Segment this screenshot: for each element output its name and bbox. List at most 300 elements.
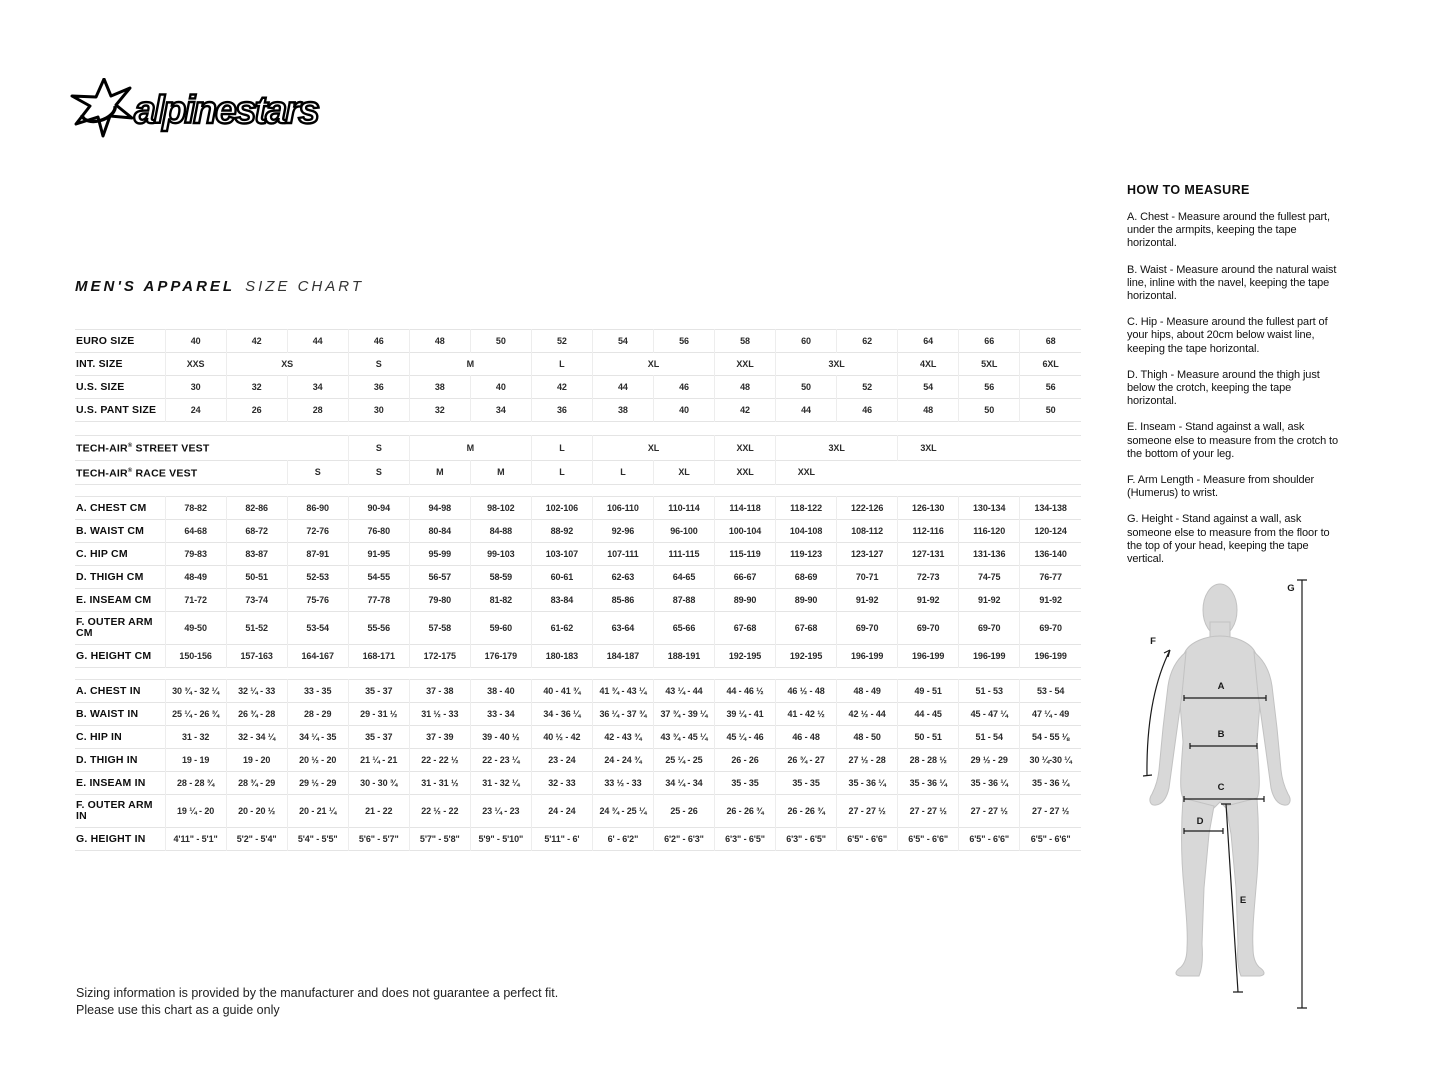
size-cell: 28 (287, 399, 348, 422)
size-cell: 6'3" - 6'5" (776, 828, 837, 851)
size-cell: 64-68 (165, 520, 226, 543)
size-cell: 33 - 34 (470, 703, 531, 726)
size-cell: 51-52 (226, 612, 287, 645)
label-waist-b: B (1217, 729, 1225, 740)
row-label: B. WAIST CM (76, 524, 145, 537)
size-cell: 104-108 (776, 520, 837, 543)
size-cell: 35 - 37 (348, 726, 409, 749)
size-cell: 24 - 24 (531, 795, 592, 828)
size-cell: 57-58 (409, 612, 470, 645)
size-cell: 21 ¼ - 21 (348, 749, 409, 772)
size-cell: 92-96 (592, 520, 653, 543)
size-cell: 69-70 (959, 612, 1020, 645)
footer-line-1: Sizing information is provided by the manufacturer and does not guarantee a perfect fit. (76, 986, 559, 1000)
size-cell: 184-187 (592, 645, 653, 668)
size-cell: 4'11" - 5'1" (165, 828, 226, 851)
size-cell: 6XL (1020, 353, 1081, 376)
size-cell: 134-138 (1020, 497, 1081, 520)
measure-instruction-hip: C. Hip - Measure around the fullest part of your hips, about 20cm below waist line, keeping the tape horizontal. (1127, 316, 1328, 355)
size-cell: 192-195 (776, 645, 837, 668)
tech-air-vest-table (75, 435, 1081, 485)
measure-instruction-waist: B. Waist - Measure around the natural waist line, inline with the navel, keeping the tape horizontal. (1127, 263, 1337, 303)
table-row (75, 399, 1081, 422)
size-cell: M (409, 353, 531, 376)
measure-instruction-inseam: E. Inseam - Stand against a wall, ask someone else to measure from the crotch to the bottom of your leg. (1127, 421, 1339, 460)
size-cell: 31 ½ - 33 (409, 703, 470, 726)
size-cell: 99-103 (470, 543, 531, 566)
size-cell: 40 (470, 376, 531, 399)
size-cell: 67-68 (715, 612, 776, 645)
size-cell: 46 - 48 (776, 726, 837, 749)
size-cell: 70-71 (837, 566, 898, 589)
table-row (75, 589, 1081, 612)
size-cell: 91-92 (837, 589, 898, 612)
size-cell: 48-49 (165, 566, 226, 589)
size-cell: 31 - 32 ¼ (470, 772, 531, 795)
size-cell: 34 ¼ - 35 (287, 726, 348, 749)
size-cell: 72-73 (898, 566, 959, 589)
measure-instruction-height: G. Height - Stand against a wall, ask someone else to measure from the floor to the top of your head, keeping the tape vertical. (1127, 513, 1330, 566)
size-cell: 27 - 27 ½ (959, 795, 1020, 828)
size-cell: 37 ¾ - 39 ¼ (653, 703, 714, 726)
size-cell: XL (592, 436, 714, 461)
row-label: E. INSEAM IN (76, 776, 146, 789)
size-cell: 89-90 (715, 589, 776, 612)
size-cell: 46 (348, 330, 409, 353)
size-cell: 30 (348, 399, 409, 422)
size-cell: 107-111 (592, 543, 653, 566)
size-cell: 28 - 28 ¾ (165, 772, 226, 795)
row-label: A. CHEST IN (76, 684, 141, 697)
size-cell: 45 ¼ - 46 (715, 726, 776, 749)
size-cell: 58-59 (470, 566, 531, 589)
size-cell: 51 - 53 (959, 680, 1020, 703)
size-cell: XL (592, 353, 714, 376)
size-cell: XXS (165, 353, 226, 376)
size-cell: 65-66 (653, 612, 714, 645)
label-height-g: G (1287, 583, 1295, 594)
size-cell (837, 460, 1081, 485)
size-cell: 114-118 (715, 497, 776, 520)
size-cell: 75-76 (287, 589, 348, 612)
size-cell: 91-95 (348, 543, 409, 566)
size-cell (959, 436, 1081, 461)
size-cell: 5'2" - 5'4" (226, 828, 287, 851)
measure-instruction-chest: A. Chest - Measure around the fullest part, under the armpits, keeping the tape horizontal. (1127, 211, 1330, 250)
row-label: B. WAIST IN (76, 707, 139, 720)
size-cell: 196-199 (959, 645, 1020, 668)
size-cell: 5'4" - 5'5" (287, 828, 348, 851)
size-cell: L (531, 353, 592, 376)
size-cell: 4XL (898, 353, 959, 376)
size-cell: 36 (531, 399, 592, 422)
size-cell: 25 ¼ - 26 ¾ (165, 703, 226, 726)
size-cell: 22 - 23 ¼ (470, 749, 531, 772)
size-cell: 38 (409, 376, 470, 399)
size-cell: 50 (776, 376, 837, 399)
size-cell: 111-115 (653, 543, 714, 566)
size-cell: 20 ½ - 20 (287, 749, 348, 772)
size-cell: 188-191 (653, 645, 714, 668)
size-cell: 25 - 26 (653, 795, 714, 828)
size-cell: 37 - 38 (409, 680, 470, 703)
size-cell: 77-78 (348, 589, 409, 612)
size-cell: 32 - 34 ¼ (226, 726, 287, 749)
size-cell: 84-88 (470, 520, 531, 543)
size-cell: 23 - 24 (531, 749, 592, 772)
size-cell: 61-62 (531, 612, 592, 645)
size-cell: 29 ½ - 29 (959, 749, 1020, 772)
alpinestars-logo (70, 78, 326, 142)
size-cell: 48 - 50 (837, 726, 898, 749)
size-cell: 27 - 27 ½ (837, 795, 898, 828)
size-cell: 37 - 39 (409, 726, 470, 749)
size-cell: 25 ¼ - 25 (653, 749, 714, 772)
size-cell: 50 (1020, 399, 1081, 422)
how-to-measure-section (1127, 183, 1339, 579)
size-cell: XXL (776, 460, 837, 485)
size-cell: 29 - 31 ½ (348, 703, 409, 726)
size-cell: 68 (1020, 330, 1081, 353)
label-chest-a: A (1217, 681, 1225, 692)
size-cell: 48 (898, 399, 959, 422)
size-cell: 74-75 (959, 566, 1020, 589)
size-cell: 42 - 43 ¾ (592, 726, 653, 749)
table-row (75, 497, 1081, 520)
size-cell: 28 - 29 (287, 703, 348, 726)
size-cell: 130-134 (959, 497, 1020, 520)
row-label: EURO SIZE (76, 334, 135, 347)
size-cell: 91-92 (898, 589, 959, 612)
size-cell: 56 (653, 330, 714, 353)
size-cell: 38 - 40 (470, 680, 531, 703)
row-label: G. HEIGHT IN (76, 832, 146, 845)
page-title-main: MEN'S APPAREL (75, 278, 236, 295)
size-cell: 34 - 36 ¼ (531, 703, 592, 726)
size-cell: 68-72 (226, 520, 287, 543)
size-cell: 123-127 (837, 543, 898, 566)
size-cell: 41 ¾ - 43 ¼ (592, 680, 653, 703)
size-cell: 49 - 51 (898, 680, 959, 703)
size-cell: 40 (653, 399, 714, 422)
size-cell: 19 ¼ - 20 (165, 795, 226, 828)
logo-wordmark: alpinestars (134, 89, 318, 132)
size-cell: 24 - 24 ¾ (592, 749, 653, 772)
size-cell: 30 - 30 ¾ (348, 772, 409, 795)
size-cell: 44 (776, 399, 837, 422)
size-cell: 82-86 (226, 497, 287, 520)
size-cell: S (287, 460, 348, 485)
size-conversion-table (75, 329, 1081, 422)
size-cell: 6'3" - 6'5" (715, 828, 776, 851)
size-cell: 69-70 (837, 612, 898, 645)
size-cell: 3XL (776, 353, 898, 376)
size-cell: 24 ¾ - 25 ¼ (592, 795, 653, 828)
footer-disclaimer (76, 985, 558, 1019)
size-cell: 40 (165, 330, 226, 353)
size-cell: 89-90 (776, 589, 837, 612)
size-cell: L (592, 460, 653, 485)
size-cell: 96-100 (653, 520, 714, 543)
table-row (75, 749, 1081, 772)
size-cell: 32 - 33 (531, 772, 592, 795)
astar-logo-icon (72, 79, 132, 136)
size-cell: 47 ¼ - 49 (1020, 703, 1081, 726)
size-cell: 60 (776, 330, 837, 353)
size-cell: 5'6" - 5'7" (348, 828, 409, 851)
size-cell: 22 ½ - 22 (409, 795, 470, 828)
size-cell: 91-92 (1020, 589, 1081, 612)
size-cell: 5'11" - 6' (531, 828, 592, 851)
size-cell: 54 - 55 ⅛ (1020, 726, 1081, 749)
size-cell: 6'5" - 6'6" (959, 828, 1020, 851)
size-cell: 48 - 49 (837, 680, 898, 703)
size-cell: 90-94 (348, 497, 409, 520)
table-row (75, 436, 1081, 461)
size-cell: 50-51 (226, 566, 287, 589)
size-cell: M (470, 460, 531, 485)
size-cell: 29 ½ - 29 (287, 772, 348, 795)
size-cell: 32 (409, 399, 470, 422)
size-cell: 32 ¼ - 33 (226, 680, 287, 703)
size-cell: 42 (226, 330, 287, 353)
size-cell: 91-92 (959, 589, 1020, 612)
how-to-measure-title: HOW TO MEASURE (1127, 183, 1250, 197)
size-cell: 5XL (959, 353, 1020, 376)
row-label: A. CHEST CM (76, 501, 147, 514)
size-cell: 35 - 35 (776, 772, 837, 795)
size-cell: 95-99 (409, 543, 470, 566)
size-cell: 43 ¼ - 44 (653, 680, 714, 703)
size-cell: 6'5" - 6'6" (898, 828, 959, 851)
size-cell: 168-171 (348, 645, 409, 668)
size-cell: 33 ½ - 33 (592, 772, 653, 795)
size-cell: 64-65 (653, 566, 714, 589)
size-cell: 44 (287, 330, 348, 353)
size-cell: 27 - 27 ½ (1020, 795, 1081, 828)
row-label: F. OUTER ARM IN (76, 799, 153, 822)
size-cell: 44 - 46 ½ (715, 680, 776, 703)
table-row (75, 772, 1081, 795)
size-cell: S (348, 460, 409, 485)
size-cell: 33 - 35 (287, 680, 348, 703)
size-cell: 102-106 (531, 497, 592, 520)
size-cell: 58 (715, 330, 776, 353)
size-cell: 87-88 (653, 589, 714, 612)
row-label: U.S. SIZE (76, 380, 125, 393)
size-cell: 71-72 (165, 589, 226, 612)
row-label: TECH-AIR® RACE VEST (76, 467, 198, 479)
size-cell: 44 (592, 376, 653, 399)
size-cell: 103-107 (531, 543, 592, 566)
row-label: D. THIGH IN (76, 753, 138, 766)
size-cell: 26 - 26 (715, 749, 776, 772)
size-cell: XS (226, 353, 348, 376)
size-cell: 28 ¾ - 29 (226, 772, 287, 795)
size-cell: 26 (226, 399, 287, 422)
size-cell: 26 - 26 ¾ (715, 795, 776, 828)
label-inseam-e: E (1239, 895, 1247, 906)
row-label: TECH-AIR® STREET VEST (76, 442, 210, 455)
size-cell: 66-67 (715, 566, 776, 589)
size-cell: 62-63 (592, 566, 653, 589)
row-label: U.S. PANT SIZE (76, 403, 157, 416)
size-cell: M (409, 460, 470, 485)
size-cell: 35 - 36 ¼ (1020, 772, 1081, 795)
table-row (75, 703, 1081, 726)
size-cell: 6'2" - 6'3" (653, 828, 714, 851)
size-cell: 120-124 (1020, 520, 1081, 543)
table-row (75, 376, 1081, 399)
size-cell: 50 (959, 399, 1020, 422)
size-cell: 35 - 36 ¼ (837, 772, 898, 795)
size-cell: 6' - 6'2" (592, 828, 653, 851)
size-cell: 79-83 (165, 543, 226, 566)
table-row (75, 828, 1081, 851)
size-cell: 38 (592, 399, 653, 422)
table-row (75, 330, 1081, 353)
row-label: C. HIP IN (76, 730, 122, 743)
size-cell: XXL (715, 353, 776, 376)
size-cell: 3XL (776, 436, 898, 461)
size-cell: 39 - 40 ½ (470, 726, 531, 749)
size-cell: 39 ¼ - 41 (715, 703, 776, 726)
size-cell: 83-84 (531, 589, 592, 612)
size-cell: 46 (837, 399, 898, 422)
table-row (75, 795, 1081, 828)
size-cell: 62 (837, 330, 898, 353)
label-thigh-d: D (1196, 816, 1204, 827)
size-cell: 46 ½ - 48 (776, 680, 837, 703)
size-tables (75, 329, 1081, 851)
size-cell: 192-195 (715, 645, 776, 668)
size-cell: 150-156 (165, 645, 226, 668)
size-cell: 115-119 (715, 543, 776, 566)
size-cell: 35 - 36 ¼ (898, 772, 959, 795)
size-cell: 35 - 36 ¼ (959, 772, 1020, 795)
body-silhouette (1150, 584, 1290, 976)
size-cell: 108-112 (837, 520, 898, 543)
row-label: E. INSEAM CM (76, 593, 152, 606)
size-cell: 40 - 41 ¾ (531, 680, 592, 703)
size-cell: 73-74 (226, 589, 287, 612)
size-cell: 112-116 (898, 520, 959, 543)
size-cell: 30 (165, 376, 226, 399)
size-cell: 72-76 (287, 520, 348, 543)
table-row (75, 543, 1081, 566)
size-cell: 31 - 32 (165, 726, 226, 749)
size-cell: 116-120 (959, 520, 1020, 543)
size-cell: 164-167 (287, 645, 348, 668)
size-cell: 196-199 (898, 645, 959, 668)
size-cell: 21 - 22 (348, 795, 409, 828)
table-row (75, 566, 1081, 589)
size-cell: 83-87 (226, 543, 287, 566)
size-cell: 28 - 28 ½ (898, 749, 959, 772)
size-cell: 67-68 (776, 612, 837, 645)
size-cell: 52 (837, 376, 898, 399)
size-cell: 50 - 51 (898, 726, 959, 749)
size-cell: 34 (287, 376, 348, 399)
size-cell: 49-50 (165, 612, 226, 645)
size-cell: 46 (653, 376, 714, 399)
size-cell: 27 ½ - 28 (837, 749, 898, 772)
size-cell: 127-131 (898, 543, 959, 566)
size-cell: 52 (531, 330, 592, 353)
row-label: D. THIGH CM (76, 570, 144, 583)
size-cell: 176-179 (470, 645, 531, 668)
size-cell: 20 - 20 ½ (226, 795, 287, 828)
table-row (75, 645, 1081, 668)
size-cell: 32 (226, 376, 287, 399)
size-cell: 68-69 (776, 566, 837, 589)
size-cell: 98-102 (470, 497, 531, 520)
size-cell: L (531, 436, 592, 461)
size-cell: 34 (470, 399, 531, 422)
table-row (75, 353, 1081, 376)
size-cell: 41 - 42 ½ (776, 703, 837, 726)
size-cell: 76-77 (1020, 566, 1081, 589)
size-cell: 69-70 (898, 612, 959, 645)
size-cell: XL (653, 460, 714, 485)
size-cell: 40 ½ - 42 (531, 726, 592, 749)
size-cell: 42 ½ - 44 (837, 703, 898, 726)
size-cell: 136-140 (1020, 543, 1081, 566)
size-cell: 86-90 (287, 497, 348, 520)
size-cell: 50 (470, 330, 531, 353)
size-cell: 79-80 (409, 589, 470, 612)
table-row (75, 726, 1081, 749)
size-cell: 55-56 (348, 612, 409, 645)
size-cell: 35 - 35 (715, 772, 776, 795)
size-cell: 196-199 (1020, 645, 1081, 668)
size-cell: M (409, 436, 531, 461)
size-cell: 51 - 54 (959, 726, 1020, 749)
row-label: C. HIP CM (76, 547, 128, 560)
size-cell: 157-163 (226, 645, 287, 668)
size-cell: 106-110 (592, 497, 653, 520)
size-cell: 76-80 (348, 520, 409, 543)
label-hip-c: C (1217, 782, 1225, 793)
table-row (75, 680, 1081, 703)
size-cell: 30 ¼-30 ¼ (1020, 749, 1081, 772)
size-cell: 36 ¼ - 37 ¾ (592, 703, 653, 726)
size-cell: 48 (715, 376, 776, 399)
size-cell: 63-64 (592, 612, 653, 645)
body-measurement-diagram (1140, 576, 1310, 1016)
page-title (75, 278, 364, 295)
height-measure-line (1297, 580, 1307, 1008)
size-cell: 64 (898, 330, 959, 353)
size-cell: 36 (348, 376, 409, 399)
size-cell: 80-84 (409, 520, 470, 543)
size-cell: 88-92 (531, 520, 592, 543)
footer-line-2: Please use this chart as a guide only (76, 1003, 280, 1017)
size-cell: 85-86 (592, 589, 653, 612)
table-row (75, 460, 1081, 485)
size-cell: 26 ¾ - 28 (226, 703, 287, 726)
size-cell: 22 - 22 ½ (409, 749, 470, 772)
label-arm-f: F (1150, 636, 1156, 647)
row-label: INT. SIZE (76, 357, 123, 370)
size-cell: 26 ¾ - 27 (776, 749, 837, 772)
size-cell: 3XL (898, 436, 959, 461)
size-cell: 34 ¼ - 34 (653, 772, 714, 795)
size-cell: 59-60 (470, 612, 531, 645)
row-label: F. OUTER ARM CM (76, 616, 153, 639)
size-cell: 26 - 26 ¾ (776, 795, 837, 828)
table-row (75, 520, 1081, 543)
